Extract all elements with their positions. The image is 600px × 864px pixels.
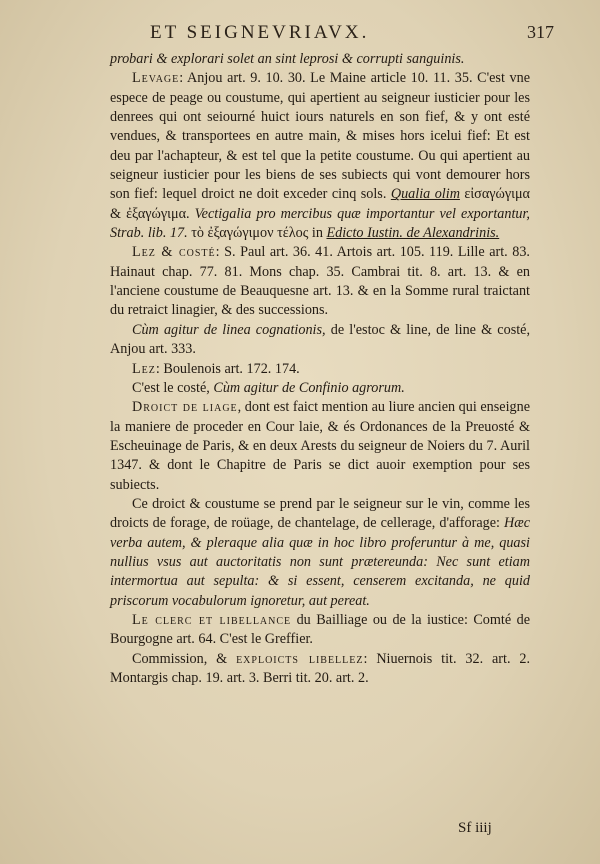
running-title: ET SEIGNEVRIAVX. — [150, 22, 370, 43]
text-segment: τὸ ἐξαγώγιμον τέλος in — [187, 225, 327, 242]
body-text — [110, 50, 530, 688]
text-segment: : Boulenois art. 172. 174. — [155, 360, 300, 377]
text-segment: Vectigalia pro mercibus quæ importantur vel exportantur, Strab. lib. 17. — [110, 205, 530, 242]
paragraph — [110, 379, 530, 398]
page-number: 317 — [527, 22, 554, 42]
text-segment: Hæc verba autem, & pleraque alia quæ in hoc libro proferuntur à me, quasi nullius vsus aut auctoritatis non sunt prætereunda: Nec sunt etiam intermortua aut sepulta: & si essent, censerem excitanda, ne quid priscorum vocabulorum ignoretur, aut pereat. — [110, 515, 530, 609]
text-segment: Cùm agitur de Confinio agrorum. — [213, 379, 405, 396]
lemma-heading: Lez — [132, 360, 156, 377]
text-segment: : Anjou art. 9. 10. 30. Le Maine article 10. 11. 35. C'est vne espece de peage ou coustume, qui apertient au seigneur iusticier pour les denrees qui ont seiourné huict iours naturels en son fief, & y ont esté vendues, & transportees en autre main, & mises hors icelui fief: Et est deu par l'achapteur, & est tel que la petite coustume. Ou qui apertient au seigneur iusticier pour les biens de ses subiects qui vont demourer hors son fief: lequel droict ne doit exceder cinq sols. — [110, 70, 530, 203]
text-segment: probari & explorari solet an sint leprosi & corrupti sanguinis. — [110, 51, 465, 67]
paragraph — [110, 398, 530, 495]
lemma-heading: Le clerc et libellance — [132, 611, 292, 628]
paragraph — [110, 360, 530, 379]
signature-mark: Sf iiij — [458, 820, 492, 836]
text-segment: εἰσαγώγιμα & ἐξαγώγιμα. — [110, 186, 530, 222]
paragraph — [110, 50, 530, 69]
text-segment: du Bailliage ou de la iustice: Comté de Bourgogne art. 64. C'est le Greffier. — [110, 611, 530, 648]
paragraph — [110, 69, 530, 243]
paragraph — [110, 243, 530, 320]
text-segment: : S. Paul art. 36. 41. Artois art. 105. 119. Lille art. 83. Hainaut chap. 77. 81. Mons chap. 35. Cambrai tit. 8. art. 13. & en l'anciene coustume de Beauquesne art. 13. & en la Somme rural traictant du retraict linagier, & des successions. — [110, 244, 530, 319]
lemma-heading: Levage — [132, 70, 180, 87]
text-segment: Ce droict & coustume se prend par le seigneur sur le vin, comme les droicts de forage, de roüage, de chantelage, de cellerage, d'afforage: — [110, 495, 530, 532]
text-segment: C'est le costé, — [132, 379, 214, 396]
text-segment: de l'estoc & line, de line & costé, Anjou art. 333. — [110, 321, 530, 358]
paragraph — [110, 650, 530, 689]
text-segment: Commission, & — [132, 650, 237, 667]
text-segment: : Niuernois tit. 32. art. 2. Montargis chap. 19. art. 3. Berri tit. 20. art. 2. — [110, 650, 531, 686]
text-segment: Edicto Iustin. de Alexandrinis. — [326, 225, 500, 242]
text-segment: Cùm agitur de linea cognationis, — [132, 321, 326, 338]
text-segment: Qualia olim — [390, 186, 460, 203]
lemma-heading: Droict de liage — [132, 399, 238, 416]
page-header — [0, 22, 600, 52]
paragraph — [110, 321, 530, 360]
paragraph — [110, 611, 530, 650]
text-segment: , dont est faict mention au liure ancien qui enseigne la maniere de proceder en Cour laie, & és Ordonances de la Preuosté & Escheuinage de Paris, & en deux Arests du seigneur de Noiers du 7. Auril 1347. & dont le Chapitre de Paris se dict auoir exemption pour ses subiects. — [110, 399, 530, 493]
lemma-heading: Lez & costé — [132, 244, 216, 261]
lemma-heading: exploicts libellez — [236, 650, 364, 667]
paragraph — [110, 495, 530, 611]
